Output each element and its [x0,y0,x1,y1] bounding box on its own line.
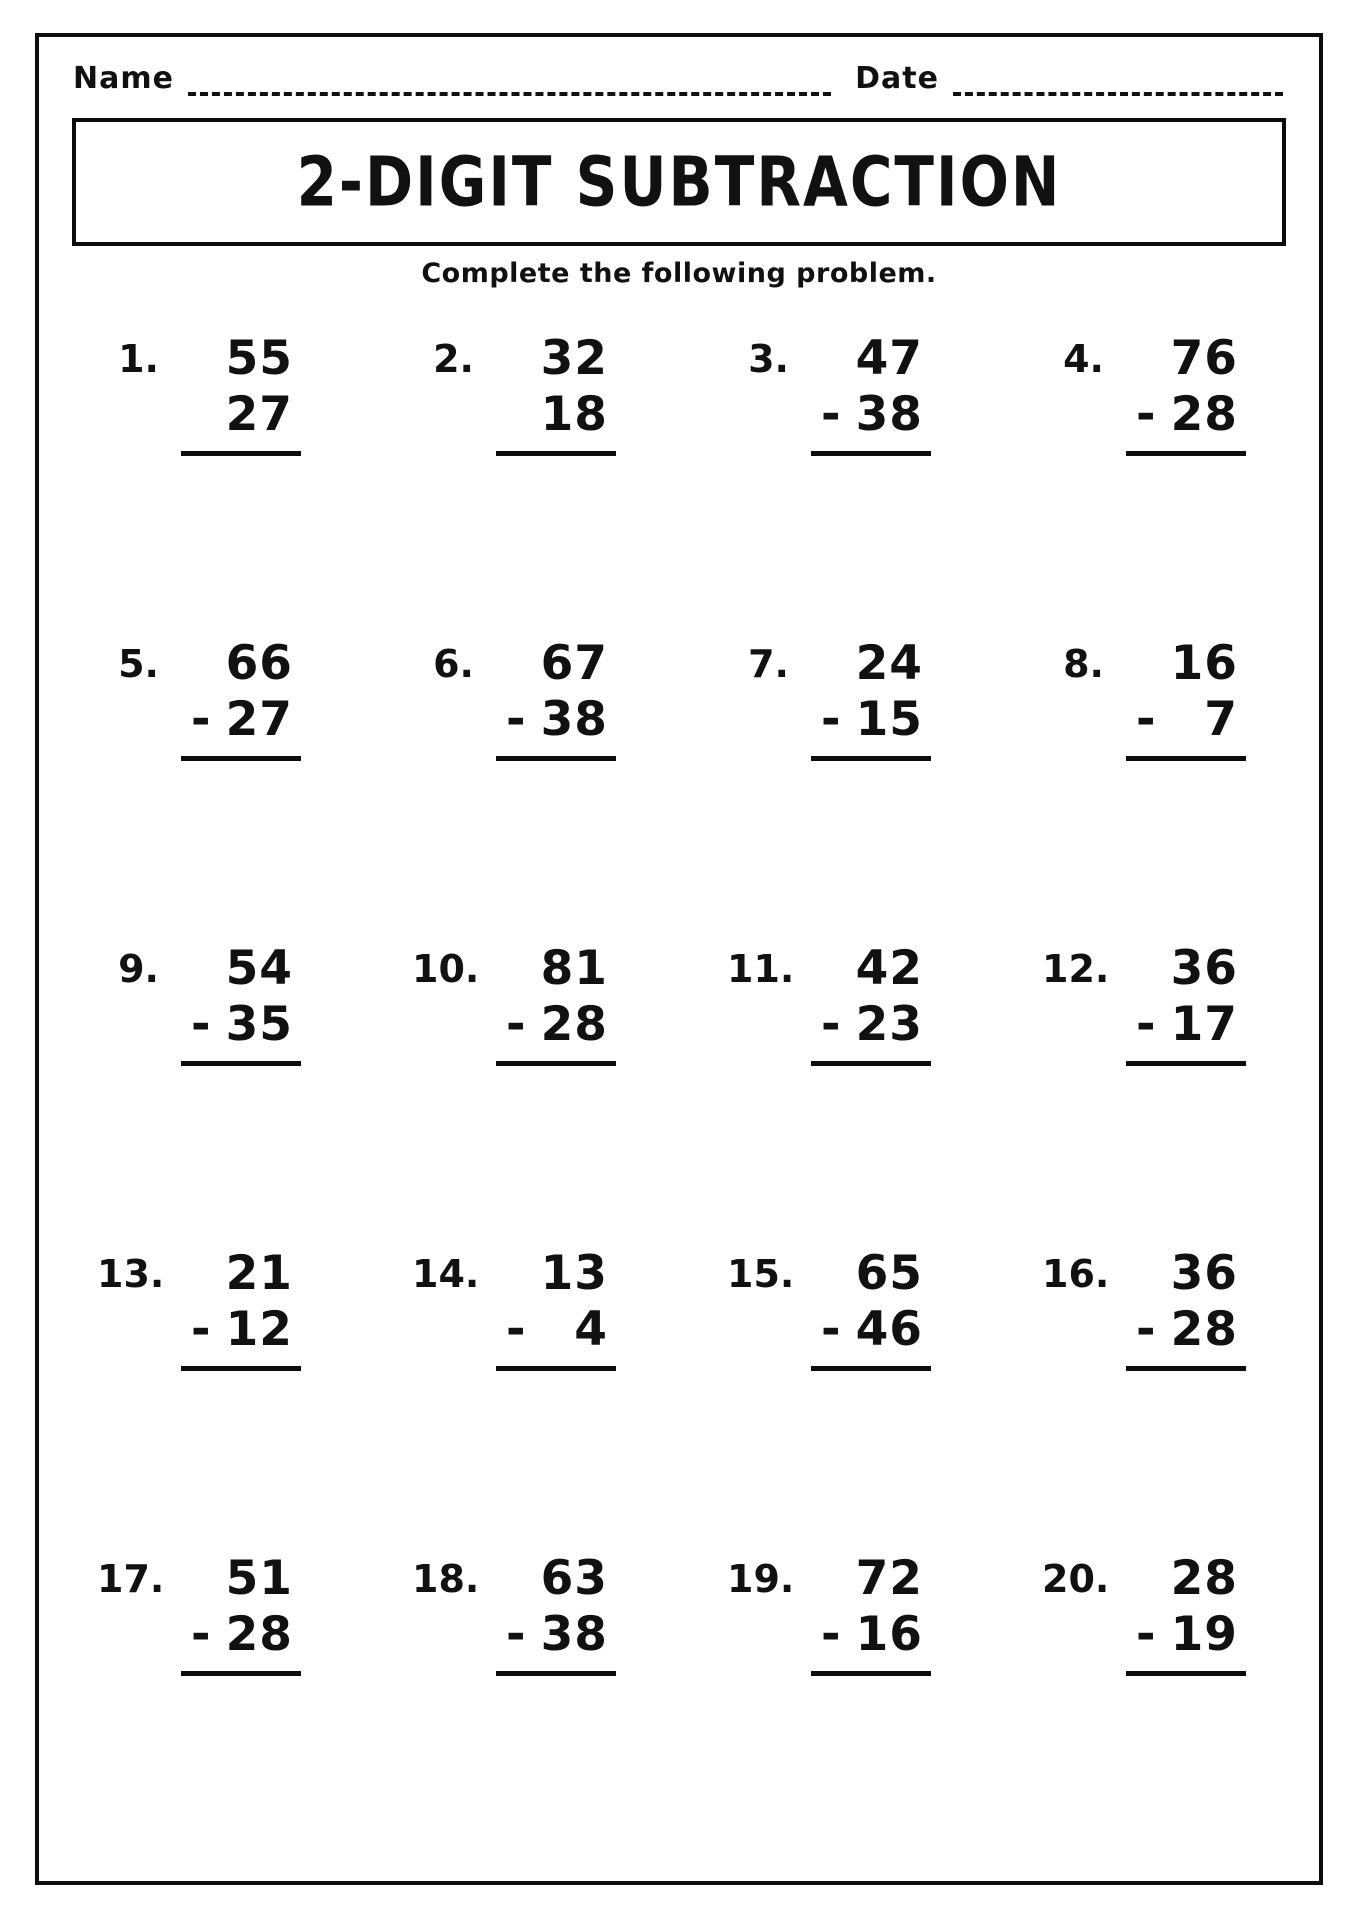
minus-sign: - [191,692,212,747]
minus-sign: - [506,1607,527,1662]
problem-cell [49,331,364,636]
minuend: 47 [855,331,923,386]
problem-number: 10. [412,947,480,991]
subtrahend-row [819,997,923,1053]
problem-cell [994,331,1309,636]
minus-sign: - [821,387,842,442]
subtrahend: 27 [225,387,293,442]
problem-cell [49,941,364,1246]
minuend: 24 [855,636,923,691]
subtrahend: 17 [1170,997,1238,1052]
problem-body [504,331,608,456]
subtrahend-row [819,387,923,443]
subtrahend: 23 [855,997,923,1052]
minus-sign: - [821,692,842,747]
subtrahend: 28 [225,1607,293,1662]
subtrahend-row [819,1302,923,1358]
subtrahend-row [189,692,293,748]
problems-grid [49,331,1309,1856]
problem-cell [994,941,1309,1246]
problem-number: 7. [748,642,789,686]
answer-line [181,756,301,761]
problem-body [1134,636,1238,761]
problem-body [189,941,293,1066]
answer-line [496,1366,616,1371]
problem-cell [364,636,679,941]
problem-number: 20. [1042,1557,1110,1601]
subtrahend-row [1134,692,1238,748]
problem-number: 3. [748,337,789,381]
problem-cell [679,1551,994,1856]
subtrahend: 18 [540,387,608,442]
subtrahend: 16 [855,1607,923,1662]
subtrahend-row [1134,1302,1238,1358]
problem-cell [679,941,994,1246]
problem-number: 9. [118,947,159,991]
subtrahend: 12 [225,1302,293,1357]
minuend: 66 [225,636,293,691]
minuend: 21 [225,1246,293,1301]
answer-line [811,756,931,761]
problem-number: 4. [1063,337,1104,381]
subtrahend: 27 [225,692,293,747]
subtrahend-row [504,387,608,443]
minuend: 42 [855,941,923,996]
subtrahend: 28 [540,997,608,1052]
subtrahend: 38 [540,692,608,747]
problem-body [1134,1246,1238,1371]
minus-sign: - [506,692,527,747]
answer-line [811,1366,931,1371]
answer-line [181,451,301,456]
problem-body [504,1246,608,1371]
subtrahend-row [504,1607,608,1663]
problem-cell [679,331,994,636]
page-border [35,33,1323,1885]
problem-number: 6. [433,642,474,686]
problem-cell [679,1246,994,1551]
minuend: 36 [1170,1246,1238,1301]
minuend: 65 [855,1246,923,1301]
subtrahend: 46 [855,1302,923,1357]
minuend: 13 [540,1246,608,1301]
minuend: 72 [855,1551,923,1606]
problem-cell [364,1551,679,1856]
problem-number: 19. [727,1557,795,1601]
problem-number: 13. [97,1252,165,1296]
problem-body [504,636,608,761]
subtrahend-row [189,387,293,443]
minuend: 51 [225,1551,293,1606]
minuend: 63 [540,1551,608,1606]
subtrahend-row [819,1607,923,1663]
minus-sign: - [1136,997,1157,1052]
problem-number: 16. [1042,1252,1110,1296]
subtrahend-row [504,997,608,1053]
subtrahend-row [189,997,293,1053]
problem-body [189,636,293,761]
answer-line [1126,1061,1246,1066]
problem-body [504,941,608,1066]
date-label: Date [855,61,939,96]
problem-number: 15. [727,1252,795,1296]
problem-number: 1. [118,337,159,381]
problem-number: 17. [97,1557,165,1601]
problem-body [819,1246,923,1371]
answer-line [181,1366,301,1371]
problem-cell [364,1246,679,1551]
minus-sign: - [1136,387,1157,442]
minuend: 81 [540,941,608,996]
problem-body [189,1551,293,1676]
problem-cell [994,1246,1309,1551]
minuend: 28 [1170,1551,1238,1606]
problem-body [819,331,923,456]
subtrahend-row [819,692,923,748]
minus-sign: - [821,1302,842,1357]
minuend: 32 [540,331,608,386]
problem-number: 8. [1063,642,1104,686]
minuend: 36 [1170,941,1238,996]
subtrahend-row [1134,387,1238,443]
answer-line [181,1061,301,1066]
minus-sign: - [191,997,212,1052]
problem-body [1134,331,1238,456]
answer-line [1126,1366,1246,1371]
minuend: 54 [225,941,293,996]
minuend: 67 [540,636,608,691]
answer-line [1126,756,1246,761]
subtrahend: 15 [855,692,923,747]
problem-body [1134,941,1238,1066]
problem-body [504,1551,608,1676]
page-subtitle: Complete the following problem. [421,258,937,289]
subtrahend-row [1134,1607,1238,1663]
problem-cell [364,941,679,1246]
answer-line [1126,451,1246,456]
minus-sign: - [821,997,842,1052]
minus-sign: - [191,1607,212,1662]
minus-sign: - [821,1607,842,1662]
date-blank-line [953,66,1283,96]
answer-line [496,1671,616,1676]
subtrahend: 7 [1204,692,1238,747]
minus-sign: - [191,1302,212,1357]
problem-body [189,331,293,456]
answer-line [496,1061,616,1066]
page-title: 2-DIGIT SUBTRACTION [296,141,1062,223]
minus-sign: - [1136,692,1157,747]
subtrahend-row [189,1302,293,1358]
problem-body [1134,1551,1238,1676]
subtrahend-row [1134,997,1238,1053]
problem-cell [49,1246,364,1551]
problem-cell [49,1551,364,1856]
problem-cell [994,636,1309,941]
answer-line [181,1671,301,1676]
subtrahend-row [504,1302,608,1358]
name-label: Name [73,61,174,96]
problem-number: 11. [727,947,795,991]
problem-cell [364,331,679,636]
subtrahend: 35 [225,997,293,1052]
subtrahend-row [504,692,608,748]
subtrahend: 19 [1170,1607,1238,1662]
answer-line [811,1671,931,1676]
minuend: 55 [225,331,293,386]
problem-cell [49,636,364,941]
problem-number: 14. [412,1252,480,1296]
answer-line [496,451,616,456]
subtrahend-row [189,1607,293,1663]
problem-cell [679,636,994,941]
problem-body [819,636,923,761]
problem-cell [994,1551,1309,1856]
subtrahend: 38 [855,387,923,442]
problem-body [819,941,923,1066]
problem-number: 18. [412,1557,480,1601]
problem-number: 5. [118,642,159,686]
subtrahend: 38 [540,1607,608,1662]
subtrahend: 4 [574,1302,608,1357]
minuend: 16 [1170,636,1238,691]
name-blank-line [188,66,831,96]
name-date-row [73,61,1283,96]
minus-sign: - [506,1302,527,1357]
subtrahend: 28 [1170,1302,1238,1357]
problem-body [189,1246,293,1371]
minus-sign: - [1136,1302,1157,1357]
subtrahend: 28 [1170,387,1238,442]
problem-number: 2. [433,337,474,381]
answer-line [496,756,616,761]
minus-sign: - [1136,1607,1157,1662]
title-box [72,118,1286,246]
answer-line [1126,1671,1246,1676]
answer-line [811,1061,931,1066]
problem-body [819,1551,923,1676]
answer-line [811,451,931,456]
problem-number: 12. [1042,947,1110,991]
minus-sign: - [506,997,527,1052]
minuend: 76 [1170,331,1238,386]
